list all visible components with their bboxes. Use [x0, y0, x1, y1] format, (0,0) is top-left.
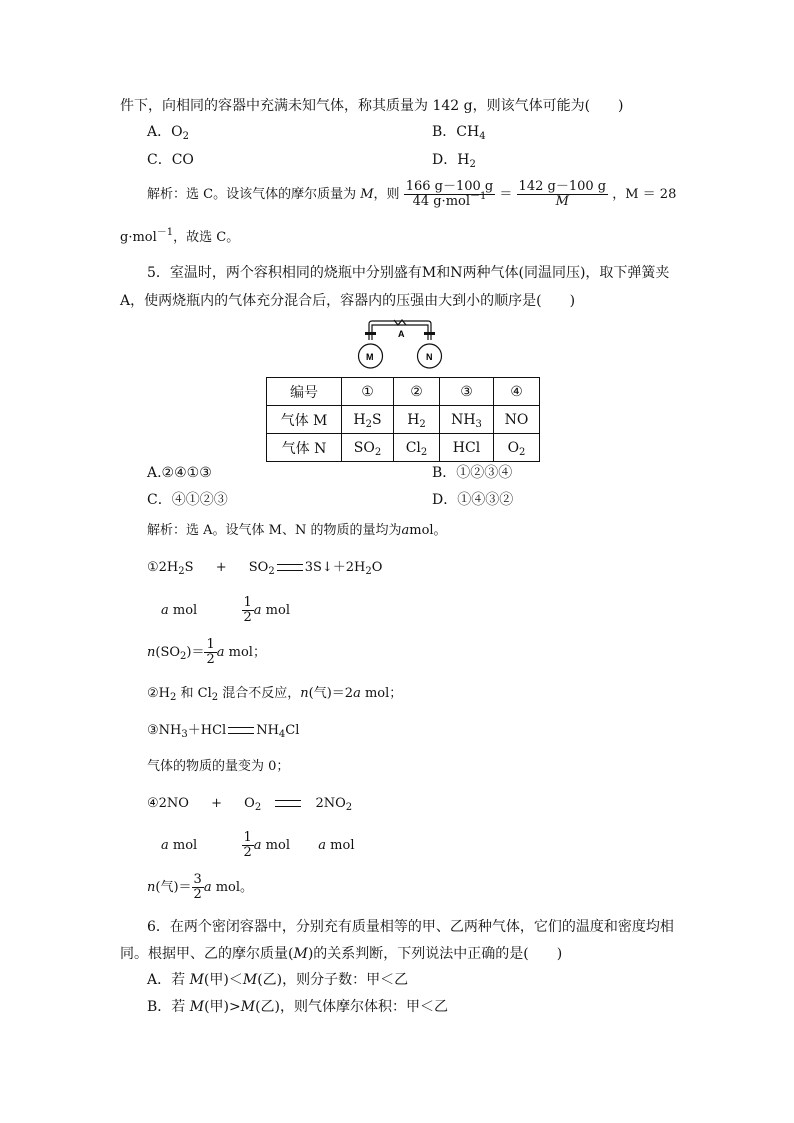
q5-stem-line1: 5．室温时，两个容积相同的烧瓶中分别盛有M和N两种气体(同温同压)，取下弹簧夹	[147, 265, 670, 281]
q4-solution-cont: g·mol$^{-1}$，故选 C。	[120, 227, 240, 245]
table-row	[267, 434, 540, 462]
clip-label: A	[398, 329, 405, 339]
table-cell: 气体 N	[267, 434, 342, 462]
table-header-cell: 编号	[267, 378, 342, 406]
flask-apparatus-diagram	[340, 318, 460, 376]
gas-table	[266, 377, 540, 462]
half-fraction: $\frac{1}{2}$	[243, 595, 252, 625]
table-cell: $H_2S$	[342, 406, 394, 434]
q4-option-a: A．$O_2$	[147, 124, 189, 142]
reaction-2: $②H_2$ 和 $Cl_2$ 混合不反应，n(气)＝2a mol；	[147, 686, 403, 703]
table-cell: $Cl_2$	[394, 434, 440, 462]
table-cell: 气体 M	[267, 406, 342, 434]
fraction-1: $\frac{166 g-100 g}{44 g\cdot mol^{-1}}$	[405, 179, 494, 209]
table-cell: HCl	[440, 434, 494, 462]
table-header-cell: ②	[394, 378, 440, 406]
q4-solution: 解析：选 C。设该气体的摩尔质量为 M，则 $\frac{166 g-100 g}{44 g\cdot mol^{-1}}$ ＝ $\frac{142 g-100 g}{M}$ ，M ＝ 28	[147, 179, 677, 209]
reaction-3: $③NH_3+HCl$ $NH_4Cl$	[147, 723, 300, 740]
fraction-2: $\frac{142 g-100 g}{M}$	[518, 179, 607, 209]
q6-option-a: A．若 M(甲)＜M(乙)，则分子数：甲＜乙	[147, 972, 409, 988]
table-cell: $H_2$	[394, 406, 440, 434]
table-cell: $NH_3$	[440, 406, 494, 434]
table-row	[267, 406, 540, 434]
q4-option-c: C．CO	[147, 152, 194, 168]
table-cell: $O_2$	[494, 434, 540, 462]
intro-line: 件下，向相同的容器中充满未知气体，称其质量为 142 g，则该气体可能为( )	[120, 98, 624, 114]
zero-line: 气体的物质的量变为 0；	[147, 759, 290, 774]
flask-label-n: N	[426, 352, 433, 362]
q6-option-b: B．若 M(甲)>M(乙)，则气体摩尔体积：甲＜乙	[147, 999, 449, 1015]
q5-option-d: D．①④③②	[432, 492, 514, 508]
reaction-1: $①2H_2S + SO_2$ $3S↓+2H_2O$	[147, 560, 383, 577]
q5-option-c: C．④①②③	[147, 492, 228, 508]
n-final-line: n(气)＝ $\frac{3}{2}$ a mol。	[147, 872, 254, 902]
q5-solution: 解析：选 A。设气体 M、N 的物质的量均为amol。	[147, 523, 447, 538]
q5-stem-line2: A，使两烧瓶内的气体充分混合后，容器内的压强由大到小的顺序是( )	[120, 293, 576, 309]
n-so2-line: $n(SO_2)=$ $\frac{1}{2}$ a mol；	[147, 637, 266, 667]
q5-option-a: A.②④①③	[147, 465, 212, 481]
q5-option-b: B．①②③④	[432, 465, 513, 481]
equals-arrow	[277, 564, 303, 571]
table-row	[267, 378, 540, 406]
reaction-1-amounts: a mol $\frac{1}{2}$ a mol	[161, 595, 290, 625]
q4-option-d: D．$H_2$	[432, 152, 476, 170]
q6-stem-line2: 同。根据甲、乙的摩尔质量(M)的关系判断，下列说法中正确的是( )	[120, 946, 563, 962]
table-cell: NO	[494, 406, 540, 434]
table-header-cell: ③	[440, 378, 494, 406]
reaction-4-amounts: a mol $\frac{1}{2}$ a mol a mol	[161, 830, 355, 860]
table-header-cell: ①	[342, 378, 394, 406]
reaction-4: ④2NO + $O_2$ $2NO_2$	[147, 796, 353, 813]
table-header-cell: ④	[494, 378, 540, 406]
table-cell: $SO_2$	[342, 434, 394, 462]
flask-label-m: M	[366, 352, 374, 362]
q6-stem-line1: 6．在两个密闭容器中，分别充有质量相等的甲、乙两种气体，它们的温度和密度均相	[147, 919, 674, 935]
q4-option-b: B．$CH_4$	[432, 124, 486, 142]
